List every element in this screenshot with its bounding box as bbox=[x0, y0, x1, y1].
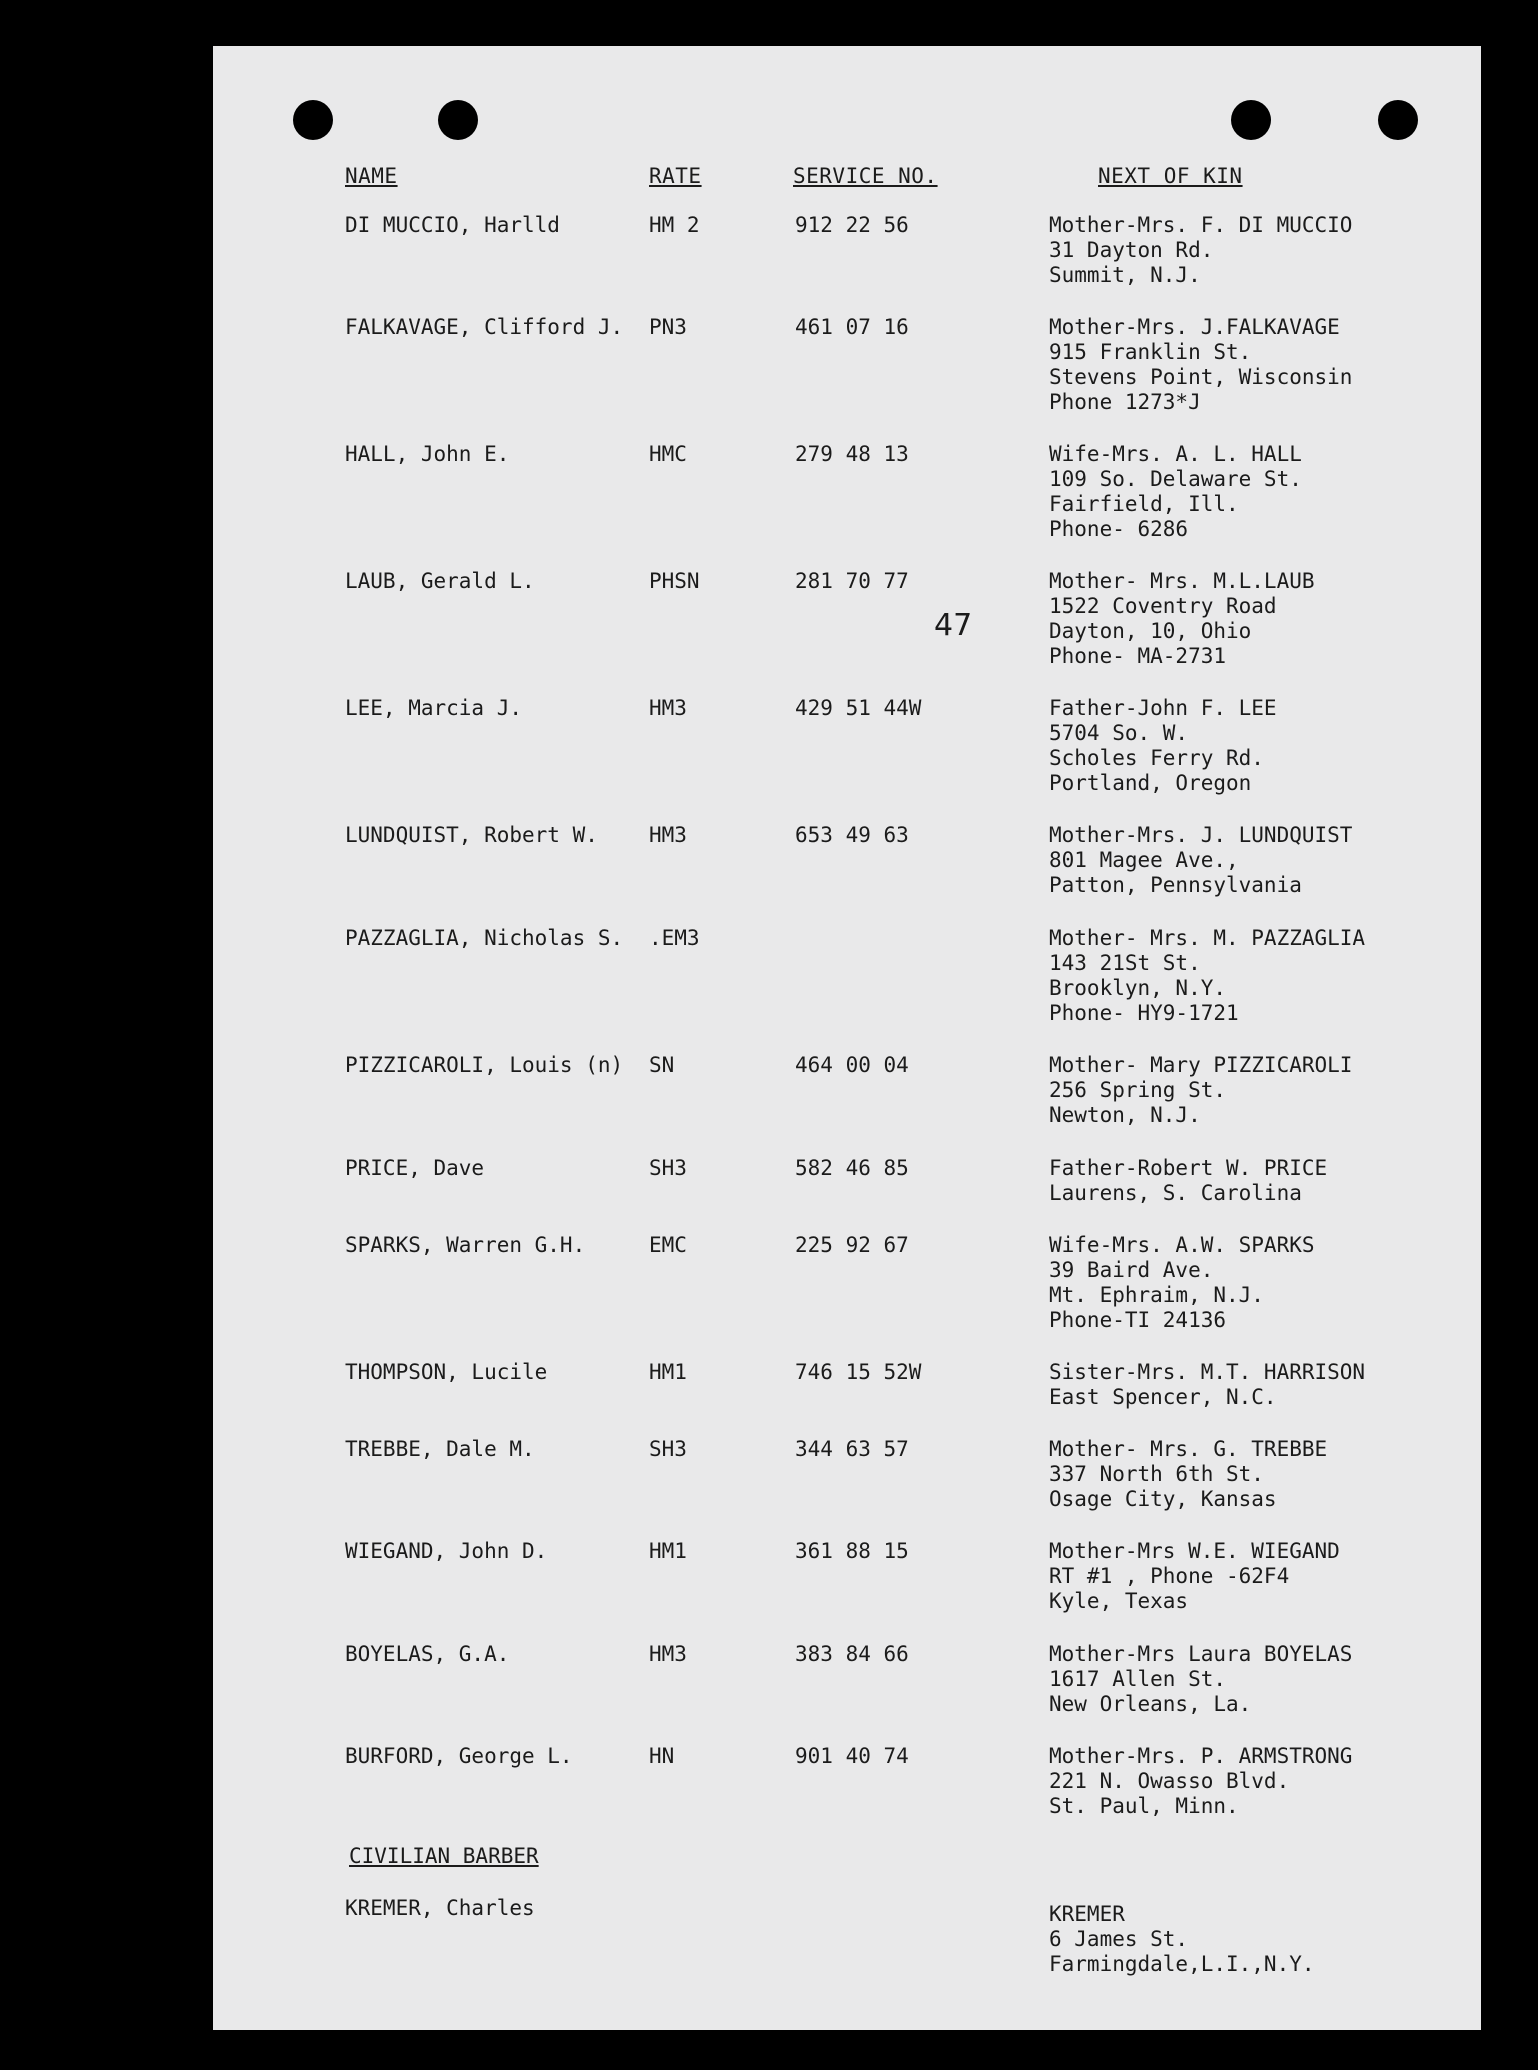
entry-next-of-kin bbox=[1049, 1744, 1352, 1819]
entry-rate: HM3 bbox=[649, 696, 687, 720]
kin-line: Kyle, Texas bbox=[1049, 1589, 1189, 1613]
entry-next-of-kin bbox=[1049, 442, 1302, 542]
entry-name: KREMER, Charles bbox=[345, 1896, 535, 1920]
kin-line: 1522 Coventry Road bbox=[1049, 594, 1277, 618]
kin-line: Stevens Point, Wisconsin bbox=[1049, 365, 1353, 389]
entry-rate: HMC bbox=[649, 442, 687, 466]
entry-service-no: 361 88 15 bbox=[795, 1539, 909, 1563]
section-title-civilian: CIVILIAN BARBER bbox=[349, 1844, 539, 1868]
entry-name: LUNDQUIST, Robert W. bbox=[345, 823, 598, 847]
kin-line: Mother- Mrs. M. PAZZAGLIA bbox=[1049, 926, 1366, 950]
kin-line: Phone- 6286 bbox=[1049, 517, 1189, 541]
kin-line: Mother- Mary PIZZICAROLI bbox=[1049, 1053, 1353, 1077]
kin-line: Patton, Pennsylvania bbox=[1049, 873, 1302, 897]
kin-line: Wife-Mrs. A. L. HALL bbox=[1049, 442, 1302, 466]
entry-name: BURFORD, George L. bbox=[345, 1744, 573, 1768]
entry-service-no: 582 46 85 bbox=[795, 1156, 909, 1180]
entry-service-no: 901 40 74 bbox=[795, 1744, 909, 1768]
kin-line: Phone- HY9-1721 bbox=[1049, 1001, 1239, 1025]
document-page bbox=[213, 46, 1481, 2030]
punch-hole bbox=[1231, 100, 1271, 140]
entry-service-no: 464 00 04 bbox=[795, 1053, 909, 1077]
entry-service-no: 653 49 63 bbox=[795, 823, 909, 847]
entry-name: DI MUCCIO, Harlld bbox=[345, 213, 560, 237]
entry-next-of-kin bbox=[1049, 1902, 1315, 1977]
punch-hole bbox=[438, 100, 478, 140]
kin-line: 256 Spring St. bbox=[1049, 1078, 1227, 1102]
entry-rate: HM1 bbox=[649, 1539, 687, 1563]
entry-rate: .EM3 bbox=[649, 926, 700, 950]
kin-line: 801 Magee Ave., bbox=[1049, 848, 1239, 872]
kin-line: 5704 So. W. bbox=[1049, 721, 1189, 745]
kin-line: RT #1 , Phone -62F4 bbox=[1049, 1564, 1290, 1588]
kin-line: New Orleans, La. bbox=[1049, 1692, 1252, 1716]
entry-rate: SH3 bbox=[649, 1437, 687, 1461]
page-number: 47 bbox=[934, 608, 973, 643]
kin-line: Osage City, Kansas bbox=[1049, 1487, 1277, 1511]
entry-rate: EMC bbox=[649, 1233, 687, 1257]
kin-line: Mother-Mrs Laura BOYELAS bbox=[1049, 1642, 1353, 1666]
entry-name: PIZZICAROLI, Louis (n) bbox=[345, 1053, 624, 1077]
entry-name: HALL, John E. bbox=[345, 442, 510, 466]
kin-line: St. Paul, Minn. bbox=[1049, 1794, 1239, 1818]
kin-line: 31 Dayton Rd. bbox=[1049, 238, 1214, 262]
kin-line: Father-Robert W. PRICE bbox=[1049, 1156, 1328, 1180]
entry-name: TREBBE, Dale M. bbox=[345, 1437, 535, 1461]
entry-service-no: 281 70 77 bbox=[795, 569, 909, 593]
kin-line: 109 So. Delaware St. bbox=[1049, 467, 1302, 491]
entry-rate: SN bbox=[649, 1053, 675, 1077]
kin-line: Sister-Mrs. M.T. HARRISON bbox=[1049, 1360, 1366, 1384]
kin-line: Portland, Oregon bbox=[1049, 771, 1252, 795]
kin-line: Mother-Mrs. J. LUNDQUIST bbox=[1049, 823, 1353, 847]
kin-line: KREMER bbox=[1049, 1902, 1125, 1926]
entry-rate: HM3 bbox=[649, 823, 687, 847]
kin-line: Farmingdale,L.I.,N.Y. bbox=[1049, 1952, 1315, 1976]
entry-service-no: 461 07 16 bbox=[795, 315, 909, 339]
kin-line: Phone- MA-2731 bbox=[1049, 644, 1227, 668]
entry-name: PRICE, Dave bbox=[345, 1156, 485, 1180]
kin-line: Wife-Mrs. A.W. SPARKS bbox=[1049, 1233, 1315, 1257]
entry-name: PAZZAGLIA, Nicholas S. bbox=[345, 926, 624, 950]
kin-line: Mother- Mrs. G. TREBBE bbox=[1049, 1437, 1328, 1461]
punch-hole bbox=[1378, 100, 1418, 140]
entry-rate: PHSN bbox=[649, 569, 700, 593]
entry-name: LAUB, Gerald L. bbox=[345, 569, 535, 593]
kin-line: 1617 Allen St. bbox=[1049, 1667, 1227, 1691]
kin-line: Mother-Mrs. P. ARMSTRONG bbox=[1049, 1744, 1353, 1768]
entry-next-of-kin bbox=[1049, 569, 1315, 669]
kin-line: Mother- Mrs. M.L.LAUB bbox=[1049, 569, 1315, 593]
kin-line: 39 Baird Ave. bbox=[1049, 1258, 1214, 1282]
entry-next-of-kin bbox=[1049, 1642, 1352, 1717]
kin-line: 221 N. Owasso Blvd. bbox=[1049, 1769, 1290, 1793]
kin-line: Mother-Mrs W.E. WIEGAND bbox=[1049, 1539, 1340, 1563]
entry-name: LEE, Marcia J. bbox=[345, 696, 523, 720]
entry-service-no: 383 84 66 bbox=[795, 1642, 909, 1666]
kin-line: Mother-Mrs. J.FALKAVAGE bbox=[1049, 315, 1340, 339]
entry-next-of-kin bbox=[1049, 1233, 1315, 1333]
kin-line: Phone-TI 24136 bbox=[1049, 1308, 1227, 1332]
kin-line: Summit, N.J. bbox=[1049, 263, 1201, 287]
entry-name: SPARKS, Warren G.H. bbox=[345, 1233, 586, 1257]
entry-next-of-kin bbox=[1049, 1539, 1340, 1614]
entry-service-no: 746 15 52W bbox=[795, 1360, 922, 1384]
entry-rate: PN3 bbox=[649, 315, 687, 339]
entry-service-no: 912 22 56 bbox=[795, 213, 909, 237]
punch-hole bbox=[293, 100, 333, 140]
kin-line: Mother-Mrs. F. DI MUCCIO bbox=[1049, 213, 1353, 237]
entry-next-of-kin bbox=[1049, 1437, 1327, 1512]
entry-next-of-kin bbox=[1049, 1360, 1365, 1410]
kin-line: 915 Franklin St. bbox=[1049, 340, 1252, 364]
kin-line: Newton, N.J. bbox=[1049, 1103, 1201, 1127]
entry-name: BOYELAS, G.A. bbox=[345, 1642, 510, 1666]
entry-service-no: 279 48 13 bbox=[795, 442, 909, 466]
entry-next-of-kin bbox=[1049, 926, 1365, 1026]
entry-next-of-kin bbox=[1049, 823, 1352, 898]
entry-next-of-kin bbox=[1049, 696, 1277, 796]
entry-rate: SH3 bbox=[649, 1156, 687, 1180]
header-name: NAME bbox=[345, 164, 398, 188]
kin-line: Scholes Ferry Rd. bbox=[1049, 746, 1264, 770]
kin-line: 143 21St St. bbox=[1049, 951, 1201, 975]
kin-line: Laurens, S. Carolina bbox=[1049, 1181, 1302, 1205]
kin-line: Mt. Ephraim, N.J. bbox=[1049, 1283, 1264, 1307]
entry-service-no: 344 63 57 bbox=[795, 1437, 909, 1461]
entry-rate: HN bbox=[649, 1744, 675, 1768]
entry-name: THOMPSON, Lucile bbox=[345, 1360, 548, 1384]
entry-rate: HM3 bbox=[649, 1642, 687, 1666]
header-next-of-kin: NEXT OF KIN bbox=[1098, 164, 1243, 188]
kin-line: Phone 1273*J bbox=[1049, 390, 1201, 414]
entry-rate: HM1 bbox=[649, 1360, 687, 1384]
kin-line: Dayton, 10, Ohio bbox=[1049, 619, 1252, 643]
kin-line: East Spencer, N.C. bbox=[1049, 1385, 1277, 1409]
entry-rate: HM 2 bbox=[649, 213, 700, 237]
kin-line: Brooklyn, N.Y. bbox=[1049, 976, 1227, 1000]
header-service-no: SERVICE NO. bbox=[793, 164, 938, 188]
kin-line: 337 North 6th St. bbox=[1049, 1462, 1264, 1486]
entry-next-of-kin bbox=[1049, 315, 1352, 415]
entry-name: FALKAVAGE, Clifford J. bbox=[345, 315, 624, 339]
entry-name: WIEGAND, John D. bbox=[345, 1539, 548, 1563]
entry-next-of-kin bbox=[1049, 1156, 1327, 1206]
kin-line: 6 James St. bbox=[1049, 1927, 1189, 1951]
entry-next-of-kin bbox=[1049, 1053, 1352, 1128]
entry-service-no: 429 51 44W bbox=[795, 696, 922, 720]
entry-next-of-kin bbox=[1049, 213, 1352, 288]
kin-line: Fairfield, Ill. bbox=[1049, 492, 1239, 516]
kin-line: Father-John F. LEE bbox=[1049, 696, 1277, 720]
header-rate: RATE bbox=[649, 164, 702, 188]
entry-service-no: 225 92 67 bbox=[795, 1233, 909, 1257]
